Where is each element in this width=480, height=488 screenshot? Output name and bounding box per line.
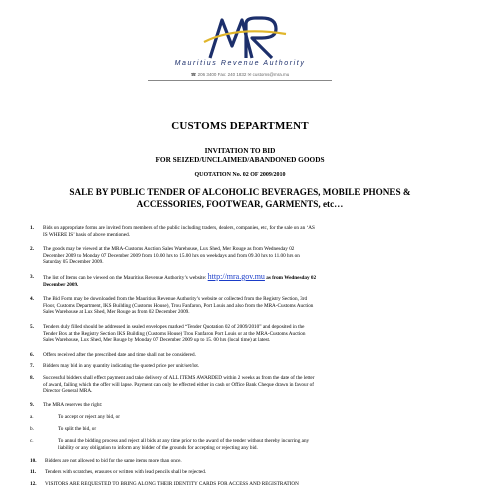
item-text: Tenders with scratches, erasures or written with lead pencils shall be rejected. — [45, 469, 207, 475]
item-number: 12. — [30, 481, 37, 487]
item-number: 1. — [30, 225, 34, 231]
item-text: Successful bidders shall effect payment and take delivery of ALL ITEMS AWARDED within 2 weeks as from the date of the letter — [43, 375, 315, 381]
item-number: 4. — [30, 296, 34, 302]
item-number: 2. — [30, 246, 34, 252]
mra-logo — [196, 12, 292, 62]
item-text: The goods may be viewed at the MRA-Customs Auction Sales Warehouse, Lux Shed, Mer Rouge as from Wednesday 02 — [43, 246, 295, 252]
item-text: To accept or reject any bid, or — [58, 414, 121, 420]
item-text: To annul the bidding process and reject all bids at any time prior to the award of the tender without thereby incurring any — [58, 438, 310, 444]
item-text: liability or any obligation to inform any bidder of the grounds for accepting or rejecting any bid. — [58, 444, 258, 451]
item-text: Bidders are not allowed to bid for the same items more than once. — [45, 458, 182, 464]
subitem-letter: a. — [30, 414, 34, 420]
item-text-bold: December 2009. — [43, 281, 79, 288]
item-text: The list of Items can be viewed on the Mauritius Revenue Authority’s website: — [43, 275, 208, 281]
item-text: Saturday 05 December 2009. — [43, 259, 104, 266]
item-number: 11. — [30, 469, 37, 475]
item-number: 8. — [30, 375, 34, 381]
website-link[interactable]: http://mra.gov.mu — [207, 272, 265, 281]
item-text: Sales Warehouse, Lux Shed, Mer Rouge by Monday 07 December 2009 up to 15. 00 hrs (local time) at latest. — [43, 337, 271, 344]
item-text: The Bid Form may be downloaded from the Mauritius Revenue Authority’s website or collected from the Registry Section, 3rd — [43, 296, 308, 302]
item-number: 7. — [30, 363, 34, 369]
item-text: December 2009 to Monday 07 December 2009 from 10.00 hrs to 15.00 hrs on weekdays and from 09.30 hrs to 11.00 hrs on — [43, 252, 300, 259]
item-text: Director General MRA. — [43, 388, 93, 395]
item-number: 3. — [30, 274, 34, 280]
item-text: of award, failing which the offer will lapse. Payment can only be effected either in cash or Office Bank Cheque drawn in favour of — [43, 381, 314, 388]
item-text: Tenders duly filled should be addressed in sealed envelopes marked “Tender Quotation 02 of 2009/2010” and deposited in the — [43, 324, 305, 330]
org-name: Mauritius Revenue Authority — [174, 60, 306, 67]
subitem-letter: c. — [30, 438, 34, 444]
sale-heading-line2: ACCESSORIES, FOOTWEAR, GARMENTS, etc… — [136, 199, 344, 209]
quotation-number: QUOTATION No. 02 OF 2009/2010 — [194, 172, 286, 178]
department-heading: CUSTOMS DEPARTMENT — [171, 120, 309, 132]
item-text: Bids on appropriate forms are invited from members of the public including traders, dealers, companies, etc, for the sale on an ‘AS — [43, 225, 315, 231]
header-divider — [148, 80, 332, 81]
item-text: VISITORS ARE REQUESTED TO BRING ALONG THEIR IDENTITY CARDS FOR ACCESS AND REGISTRATION — [45, 481, 299, 487]
item-text: Bidders may bid in any quantity indicating the quoted price per unit/set/lot. — [43, 363, 200, 369]
item-text: Tender Box at the Registry Section IKS Building (Customs House) Trou Fanfaron Port Louis or at the MRA-Customs Auction — [43, 330, 306, 337]
item-number: 9. — [30, 402, 34, 408]
subitem-letter: b. — [30, 426, 34, 432]
item-number: 10. — [30, 458, 37, 464]
item-text: To split the bid, or — [58, 426, 97, 432]
item-number: 5. — [30, 324, 34, 330]
item-text: Floor, Customs Department, IKS Building (Customs House), Trou Fanfaron, Port Louis and also from the MRA-Customs Auction — [43, 302, 314, 309]
contact-line: ☎ 206 3400 Fax: 240 1832 ✉ customs@mra.mu — [190, 72, 290, 77]
item-text: The MRA reserves the right: — [43, 402, 103, 408]
sale-heading-line1: SALE BY PUBLIC TENDER OF ALCOHOLIC BEVERAGES, MOBILE PHONES & — [69, 187, 411, 197]
invitation-subheading: FOR SEIZED/UNCLAIMED/ABANDONED GOODS — [155, 155, 325, 164]
item-text: Sales Warehouse at Lux Shed, Mer Rouge as from 02 December 2009. — [43, 309, 190, 316]
invitation-heading: INVITATION TO BID — [204, 146, 276, 155]
item-text: IS WHERE IS’ basis of above mentioned. — [43, 231, 130, 238]
item-text-bold: as from Wednesday 02 — [264, 275, 317, 281]
item-number: 6. — [30, 352, 34, 358]
item-text: Offers received after the prescribed date and time shall not be considered. — [43, 352, 196, 358]
